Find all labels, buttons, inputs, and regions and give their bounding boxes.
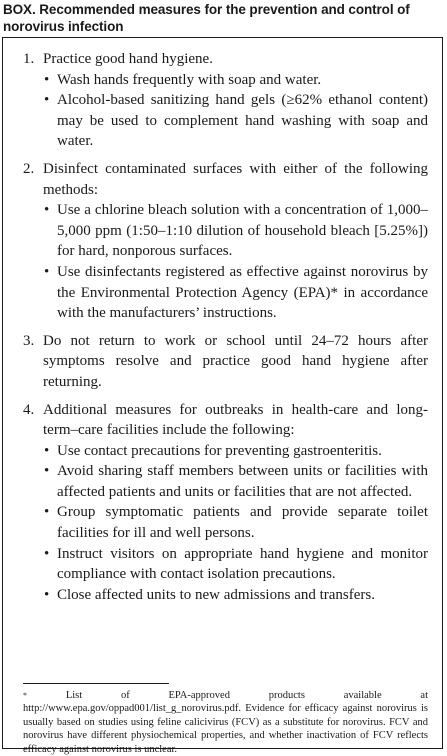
bullet-item	[43, 544, 428, 585]
bullet-item	[43, 200, 428, 262]
bullet-text: Instruct visitors on appropriate hand hygiene and monitor compliance with contact isolation precautions.	[57, 545, 428, 583]
recommendations-box	[2, 37, 443, 755]
footnote-divider	[23, 683, 169, 684]
bullet-item	[43, 441, 428, 462]
item-number: 2.	[23, 160, 35, 177]
footnote	[23, 689, 428, 756]
bullet-item	[43, 502, 428, 543]
bullet-item	[43, 90, 428, 152]
bullet-icon: •	[44, 92, 50, 109]
item-number: 1.	[23, 51, 35, 67]
list-item-3	[23, 331, 428, 393]
bullet-item	[43, 70, 428, 91]
bullet-icon: •	[44, 586, 50, 603]
item-text: Practice good hand hygiene.	[43, 51, 213, 67]
item-number: 4.	[23, 401, 35, 418]
item-text: Do not return to work or school until 24–72 hours after symptoms resolve and practice good hand hygiene after returning.	[43, 332, 428, 390]
item-text: Disinfect contaminated surfaces with either of the following methods:	[43, 160, 428, 198]
bullet-list	[43, 200, 428, 324]
item-number: 3.	[23, 332, 35, 349]
bullet-item	[43, 262, 428, 324]
list-item-1	[23, 49, 428, 152]
bullet-text: Use contact precautions for preventing gastroenteritis.	[57, 442, 382, 459]
bullet-list	[43, 441, 428, 606]
bullet-icon: •	[44, 442, 50, 459]
bullet-icon: •	[44, 504, 50, 521]
bullet-icon: •	[44, 71, 50, 88]
list-item-2	[23, 159, 428, 324]
bullet-icon: •	[44, 202, 50, 219]
bullet-text: Use disinfectants registered as effective against norovirus by the Environmental Protection Agency (EPA)* in accordance with the manufacturers’ instructions.	[57, 263, 428, 322]
bullet-icon: •	[44, 463, 50, 480]
bullet-item	[43, 461, 428, 502]
bullet-text: Close affected units to new admissions and transfers.	[57, 586, 375, 603]
list-item-4	[23, 400, 428, 606]
bullet-text: Group symptomatic patients and provide separate toilet facilities for ill and well persons.	[57, 504, 428, 542]
box-title: BOX. Recommended measures for the prevention and control of norovirus infection	[3, 2, 410, 34]
item-text: Additional measures for outbreaks in health-care and long-term–care facilities include the following:	[43, 401, 428, 439]
bullet-item	[43, 585, 428, 606]
bullet-text: Use a chlorine bleach solution with a concentration of 1,000–5,000 ppm (1:50–1:10 dilution of household bleach [5.25%]) for hard, nonporous surfaces.	[57, 202, 428, 260]
footnote-text: List of EPA-approved products available at http://www.epa.gov/oppad001/list_g_norovirus.pdf. Evidence for efficacy against norovirus is usually based on studies using feline calicivirus (FCV) as a substitute for norovirus. FCV and norovirus have different physiochemical properties, and whether inactivation of FCV reflects efficacy against norovirus is unclear.	[23, 690, 428, 755]
bullet-icon: •	[44, 545, 50, 562]
bullet-icon: •	[44, 263, 50, 280]
bullet-text: Avoid sharing staff members between units or facilities with affected patients and units or facilities that are not affected.	[57, 463, 428, 500]
bullet-text: Wash hands frequently with soap and water.	[57, 71, 322, 88]
bullet-list	[43, 70, 428, 152]
footnote-marker: *	[23, 691, 27, 700]
bullet-text: Alcohol-based sanitizing hand gels (≥62% ethanol content) may be used to complement hand washing with soap and water.	[57, 92, 428, 150]
recommendations-list	[23, 49, 428, 612]
